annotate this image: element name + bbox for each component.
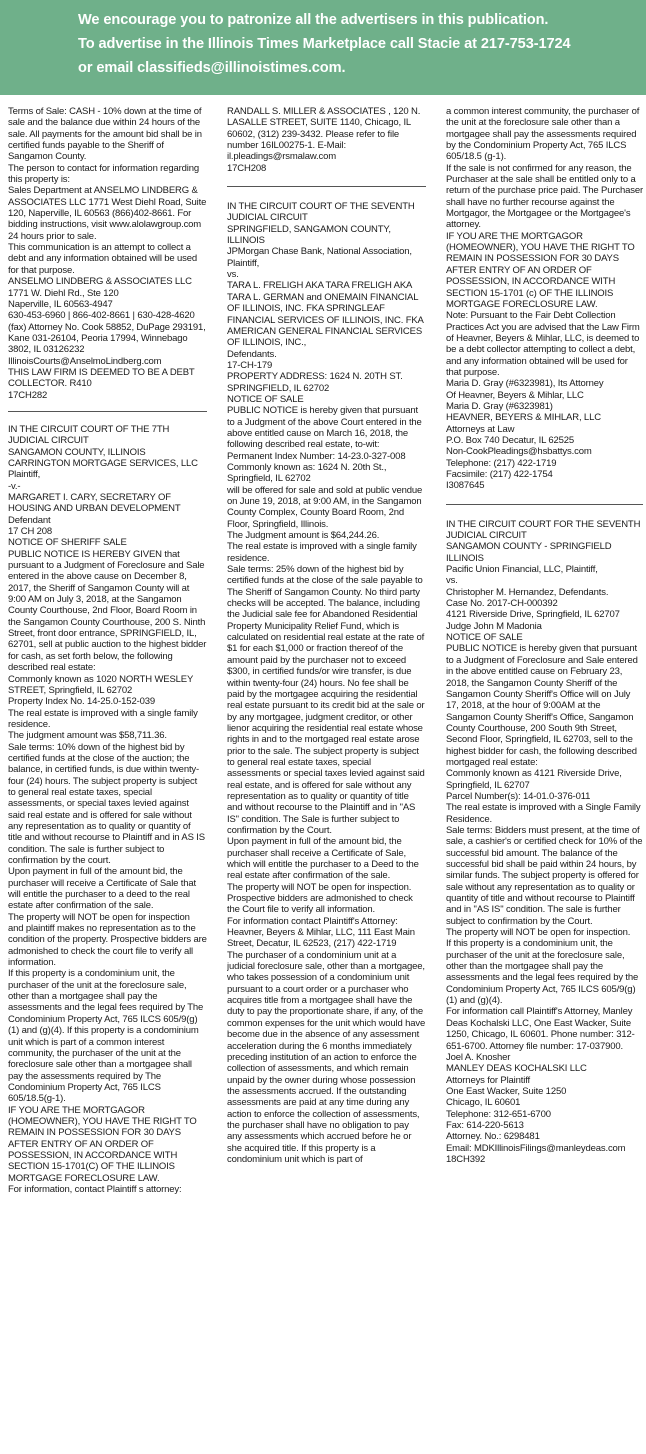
notice-paragraph: Attorneys for Plaintiff [446, 1074, 531, 1086]
notice-paragraph: PROPERTY ADDRESS: 1624 N. 20TH ST. SPRINGFIELD, IL 62702 [227, 371, 403, 394]
notice-paragraph: Property Index No. 14-25.0-152-039 [8, 696, 155, 708]
notice-paragraph: 4121 Riverside Drive, Springfield, IL 62707 [446, 609, 620, 621]
notice-paragraph: IF YOU ARE THE MORTGAGOR (HOMEOWNER), YOU HAVE THE RIGHT TO REMAIN IN POSSESSION FOR 30 DAYS AFTER ENTRY OF AN ORDER OF POSSESSION, IN ACCORDANCE WITH SECTION 15-1701(C) OF THE ILLINOIS MORTGAGE FORECLOSURE LAW. [8, 1104, 197, 1184]
notice-paragraph: 630-453-6960 | 866-402-8661 | 630-428-4620 (fax) Attorney No. Cook 58852, DuPage 293191, Kane 031-26104, Peoria 17994, Winnebago 3802, IL 03126232 [8, 310, 206, 356]
notice-paragraph: Chicago, IL 60601 [446, 1097, 521, 1109]
notice-paragraph: Of Heavner, Beyers & Mihlar, LLC [446, 389, 584, 401]
notice-divider [227, 186, 426, 187]
notice-paragraph: Upon payment in full of the amount bid, the purchaser shall receive a Certificate of Sale, which will entitle the purchaser to a Deed to the real estate after confirmation of the sale. [227, 836, 419, 882]
notice-paragraph: Judge John M Madonia [446, 620, 542, 632]
notice-paragraph: Non-CookPleadings@hsbattys.com [446, 446, 592, 458]
notice-paragraph: Facsimile: (217) 422-1754 [446, 469, 553, 480]
notice-paragraph: The property will NOT be open for inspection. Prospective bidders are admonished to check the Court file to verify all information. [227, 881, 413, 916]
notice-paragraph: Commonly known as: 1624 N. 20th St., Springfield, IL 62702 [227, 461, 387, 485]
notice-paragraph: Maria D. Gray (#6323981), Its Attorney [446, 378, 604, 390]
banner-line-1: We encourage you to patronize all the advertisers in this publication. [78, 12, 549, 28]
notice-paragraph: vs. [446, 575, 458, 587]
notice-pacific-union [446, 519, 643, 1166]
notice-paragraph: 17 CH 208 [8, 526, 53, 538]
notice-paragraph: MANLEY DEAS KOCHALSKI LLC [446, 1063, 587, 1075]
notice-paragraph: Permanent Index Number: 14-23.0-327-008 [227, 450, 406, 462]
notice-paragraph: Sales Department at ANSELMO LINDBERG & ASSOCIATES LLC 1771 West Diehl Road, Suite 120, Naperville, IL 60563 (866)402-8661. For bidding instructions, visit www.alolawgroup.com 24 hours prior to sale. [8, 185, 207, 242]
notice-paragraph: P.O. Box 740 Decatur, IL 62525 [446, 434, 575, 446]
notice-paragraph: a common interest community, the purchaser of the unit at the foreclosure sale other than a mortgagee shall pay the assessments required by the Condominium Property Act, 765 ILCS 605/18.5 (g-1). [446, 106, 640, 163]
notice-paragraph: The property will NOT be open for inspection and plaintiff makes no representation as to the condition of the property. Prospective bidders are admonished to check the court file to verify all information. [8, 911, 207, 969]
notice-anselmo-lindberg [8, 106, 207, 401]
notice-paragraph: The real estate is improved with a Single Family Residence. [446, 802, 641, 825]
notice-paragraph: SPRINGFIELD, SANGAMON COUNTY, ILLINOIS [227, 223, 391, 247]
notice-paragraph: The property will NOT be open for inspection. [446, 927, 631, 939]
notice-paragraph: THIS LAW FIRM IS DEEMED TO BE A DEBT COLLECTOR. R410 [8, 366, 195, 390]
notice-paragraph: Upon payment in full of the amount bid, the purchaser will receive a Certificate of Sale that will entitle the purchaser to a deed to the real estate after confirmation of the sale. [8, 866, 197, 912]
notice-paragraph: Joel A. Knosher [446, 1051, 511, 1063]
notice-paragraph: This communication is an attempt to collect a debt and any information obtained will be used for that purpose. [8, 242, 198, 276]
notice-paragraph: The Judgment amount is $64,244.26. [227, 530, 380, 542]
advertising-banner [0, 0, 646, 95]
notice-paragraph: If this property is a condominium unit, the purchaser of the unit at the foreclosure sale, other than the mortgagee shall pay the assessments and the legal fees required by the Condominium Property Act, 765 ILCS 605/9(g)(1) and (g)(4). [446, 938, 639, 1007]
notice-paragraph: Commonly known as 4121 Riverside Drive, Springfield, IL 62707 [446, 768, 622, 791]
notice-paragraph: If the sale is not confirmed for any reason, the Purchaser at the sale shall be entitled only to a return of the purchase price paid. The Purchaser shall have no further recourse against the Mortgagor, the Mortgagee or the Mortgagee's attorney. [446, 162, 643, 231]
notice-paragraph: Sale terms: Bidders must present, at the time of sale, a cashier's or certified check for 10% of the successful bid amount. The balance of the successful bid shall be paid within 24 hours, by similar funds. The subject property is offered for sale without any representation as to quality or quantity of title and without recourse to Plaintiff and in "AS IS" condition. The sale is further subject to confirmation by the Court. [446, 824, 643, 927]
notice-paragraph: Attorney. No.: 6298481 [446, 1131, 540, 1143]
notice-paragraph: Sale terms: 25% down of the highest bid by certified funds at the close of the sale payable to The Sheriff of Sangamon County. No third party checks will be accepted. The balance, including the Judicial sale fee for Abandoned Residential Property Municipality Relief Fund, which is calculated on residential real estate at the rate of $1 for each $1,000 or fraction thereof of the amount paid by the purchaser not to exceed $300, in certified funds/or wire transfer, is due within twenty-four (24) hours. No fee shall be paid by the mortgagee acquiring the residential real estate pursuant to its credit bid at the sale or by any mortgagee, judgment creditor, or other lienor acquiring the residential real estate whose rights in and to the mortgaged real estate arose prior to the sale. The subject property is subject to general real estate taxes, special assessments or special taxes levied against said real estate, and is offered for sale without any representation as to quality or quantity of title and without recourse to the Plaintiff and in "AS IS" condition. The Sale is further subject to confirmation by the Court. [227, 564, 425, 836]
banner-line-3: or email classifieds@illinoistimes.com. [78, 60, 346, 76]
notice-paragraph: Attorneys at Law [446, 423, 515, 435]
notice-paragraph: -v.- [8, 480, 21, 492]
notice-paragraph: MARGARET I. CARY, SECRETARY OF HOUSING AND URBAN DEVELOPMENT Defendant [8, 492, 181, 526]
notice-paragraph: CARRINGTON MORTGAGE SERVICES, LLC Plaintiff, [8, 457, 198, 481]
notice-paragraph: RANDALL S. MILLER & ASSOCIATES , 120 N. LASALLE STREET, SUITE 1140, Chicago, IL 60602, (312) 239-3432. Please refer to file number 16IL00275-1. E-Mail: il.pleadings@rsmalaw.com [227, 106, 421, 163]
notice-paragraph: 17CH282 [8, 389, 48, 401]
notice-randall-miller [227, 106, 426, 174]
notice-paragraph: NOTICE OF SHERIFF SALE [8, 537, 127, 549]
notice-paragraph: Sale terms: 10% down of the highest bid by certified funds at the close of the auction; the balance, in certified funds, is due within twenty-four (24) hours. The subject property is subject to general real estate taxes, special assessments, or special taxes levied against said real estate and is offered for sale without any representation as to quality or quantity of title and without recourse to Plaintiff and in AS IS condition. The sale is further subject to confirmation by the court. [8, 741, 205, 866]
notice-paragraph: NOTICE OF SALE [446, 632, 523, 644]
notice-paragraph: PUBLIC NOTICE is hereby given that pursuant to a Judgment of the above Court entered in the above entitled cause on March 16, 2018, the following described real estate, to-wit: [227, 405, 422, 451]
legal-notices [0, 106, 646, 1452]
notice-paragraph: NOTICE OF SALE [227, 393, 304, 405]
notice-paragraph: Pacific Union Financial, LLC, Plaintiff, [446, 564, 598, 576]
notice-paragraph: For information, contact Plaintiff s attorney: [8, 1183, 182, 1195]
notice-paragraph: IN THE CIRCUIT COURT OF THE 7TH JUDICIAL CIRCUIT [8, 423, 170, 447]
notice-paragraph: Email: MDKIllinoisFilings@manleydeas.com [446, 1142, 626, 1154]
column-3 [446, 106, 643, 1452]
notice-paragraph: For information call Plaintiff's Attorney, Manley Deas Kochalski LLC, One East Wacker, Suite 1250, Chicago, IL 60601. Phone number: 312-651-6700. Attorney file number: 17-037900. [446, 1006, 635, 1052]
notice-paragraph: IF YOU ARE THE MORTGAGOR (HOMEOWNER), YOU HAVE THE RIGHT TO REMAIN IN POSSESSION FOR 30 DAYS AFTER ENTRY OF AN ORDER OF POSSESSION, IN ACCORDANCE WITH SECTION 15-1701 (c) OF THE ILLINOIS MORTGAGE FORECLOSURE LAW. [446, 230, 635, 310]
notice-paragraph: IllinoisCourts@AnselmoLindberg.com [8, 355, 162, 367]
notice-paragraph: PUBLIC NOTICE IS HEREBY GIVEN that pursuant to a Judgment of Foreclosure and Sale entered in the above cause on December 8, 2017, the Sheriff of Sangamon County will at 9:00 AM on July 3, 2018, at the Sangamon County Courthouse, 2nd Floor, Board Room in the Sangamon County Courthouse, 200 S. Ninth Street, front door entrance, SPRINGFIELD, IL, 62701, sell at public auction to the highest bidder for cash, as set forth below, the following described real estate: [8, 548, 207, 674]
notice-paragraph: 18CH392 [446, 1153, 486, 1165]
notice-paragraph: Maria D. Gray (#6323981) [446, 400, 553, 412]
notice-paragraph: 1771 W. Diehl Rd., Ste 120 [8, 287, 119, 299]
notice-paragraph: The purchaser of a condominium unit at a judicial foreclosure sale, other than a mortgagee, who takes possession of a condominium unit pursuant to a court order or a purchaser who acquires title from a mortgagee shall have the duty to pay the proportionate share, if any, of the common expenses for the unit which would have become due in the absence of any assessment acceleration during the 6 months immediately preceding institution of an action to enforce the collection of assessments, and which remain unpaid by the owner during whose possession the assessments accrued. If the outstanding assessments are paid at any time during any action to enforce the collection of assessments, the purchaser shall have no obligation to pay any assessments which accrued before he or she acquired title. If this property is a condominium unit which is part of [227, 949, 426, 1165]
notice-paragraph: ANSELMO LINDBERG & ASSOCIATES LLC [8, 276, 192, 288]
notice-divider [8, 411, 207, 412]
notice-paragraph: HEAVNER, BEYERS & MIHLAR, LLC [446, 412, 601, 424]
notice-paragraph: The real estate is improved with a single family residence. [8, 707, 198, 730]
notice-paragraph: Telephone: 312-651-6700 [446, 1108, 551, 1120]
notice-paragraph: SANGAMON COUNTY, ILLINOIS [8, 446, 146, 458]
notice-paragraph: The person to contact for information regarding this property is: [8, 162, 199, 186]
notice-paragraph: Commonly known as 1020 NORTH WESLEY STREET, Springfield, IL 62702 [8, 673, 194, 696]
notice-paragraph: Terms of Sale: CASH - 10% down at the time of sale and the balance due within 24 hours of the sale. All payments for the amount bid shall be in certified funds payable to the Sheriff of Sangamon County. [8, 106, 202, 163]
notice-paragraph: Case No. 2017-CH-000392 [446, 598, 558, 610]
banner-line-2: To advertise in the Illinois Times Marketplace call Stacie at 217-753-1724 [78, 36, 571, 52]
notice-paragraph: vs. [227, 269, 239, 281]
notice-paragraph: Telephone: (217) 422-1719 [446, 457, 557, 469]
notice-paragraph: will be offered for sale and sold at public vendue on June 19, 2018, at 9:00 AM, in the Sangamon County Complex, County Board Room, 2nd Floor, Springfield, Illinois. [227, 484, 423, 530]
notice-paragraph: Note: Pursuant to the Fair Debt Collection Practices Act you are advised that the Law Firm of Heavner, Beyers & Mihlar, LLC, is deemed to be a debt collector attempting to collect a debt, and any information obtained will be used for that purpose. [446, 310, 640, 378]
column-2 [227, 106, 426, 1452]
notice-paragraph: The real estate is improved with a single family residence. [227, 541, 417, 564]
notice-paragraph: IN THE CIRCUIT COURT FOR THE SEVENTH JUDICIAL CIRCUIT [446, 518, 641, 542]
notice-paragraph: The judgment amount was $58,711.36. [8, 730, 167, 742]
notice-paragraph: Fax: 614-220-5613 [446, 1119, 524, 1131]
notice-jpmorgan-chase [227, 201, 426, 1165]
notice-paragraph: Defendants. [227, 348, 277, 360]
notice-paragraph: Parcel Number(s): 14-01.0-376-011 [446, 790, 591, 802]
notice-carrington-mortgage [8, 424, 207, 1195]
notice-paragraph: PUBLIC NOTICE is hereby given that pursuant to a Judgment of Foreclosure and Sale entered in the above entitled cause on February 23, 2018, the Sangamon County Sheriff of the Sangamon County Sheriff's Office will on July 17, 2018, at the hour of 9:00AM at the Sangamon County Sheriff's Office, Sangamon County Courthouse, 200 South 9th Street, Second Floor, Springfield, IL 62703, sell to the highest bidder for cash, the following described mortgaged real estate: [446, 643, 638, 768]
notice-paragraph: JPMorgan Chase Bank, National Association, Plaintiff, [227, 246, 412, 269]
notice-paragraph: Naperville, IL 60563-4947 [8, 298, 113, 310]
notice-paragraph: Christopher M. Hernandez, Defendants. [446, 586, 609, 598]
notice-paragraph: IN THE CIRCUIT COURT OF THE SEVENTH JUDICIAL CIRCUIT [227, 201, 415, 224]
notice-divider [446, 504, 643, 505]
notice-paragraph: I3087645 [446, 480, 485, 492]
notice-paragraph: 17-CH-179 [227, 359, 273, 371]
notice-paragraph: If this property is a condominium unit, the purchaser of the unit at the foreclosure sale, other than a mortgagee shall pay the assessments and the legal fees required by The Condominium Property Act, 765 ILCS 605/9(g)(1) and (g)(4). If this property is a condominium unit which is part of a common interest community, the purchaser of the unit at the foreclosure sale other than a mortgagee shall pay the assessments required by The Condominium Property Act, 765 ILCS 605/18.5(g-1). [8, 968, 204, 1105]
notice-paragraph: 17CH208 [227, 162, 267, 174]
column-1 [8, 106, 207, 1452]
notice-paragraph: For information contact Plaintiff's Attorney: Heavner, Beyers & Mihlar, LLC, 111 East Main Street, Decatur, IL 62523, (217) 422-1719 [227, 915, 415, 950]
notice-paragraph: TARA L. FRELIGH AKA TARA FRELIGH AKA TARA L. GERMAN and ONEMAIN FINANCIAL OF ILLINOIS, INC. FKA SPRINGLEAF FINANCIAL SERVICES OF ILLINOIS, INC. FKA AMERICAN GENERAL FINANCIAL SERVICES OF ILLINOIS, INC., [227, 280, 424, 349]
notice-paragraph: One East Wacker, Suite 1250 [446, 1085, 567, 1097]
notice-paragraph: SANGAMON COUNTY - SPRINGFIELD ILLINOIS [446, 541, 612, 564]
notice-heavner-beyers [446, 106, 643, 492]
